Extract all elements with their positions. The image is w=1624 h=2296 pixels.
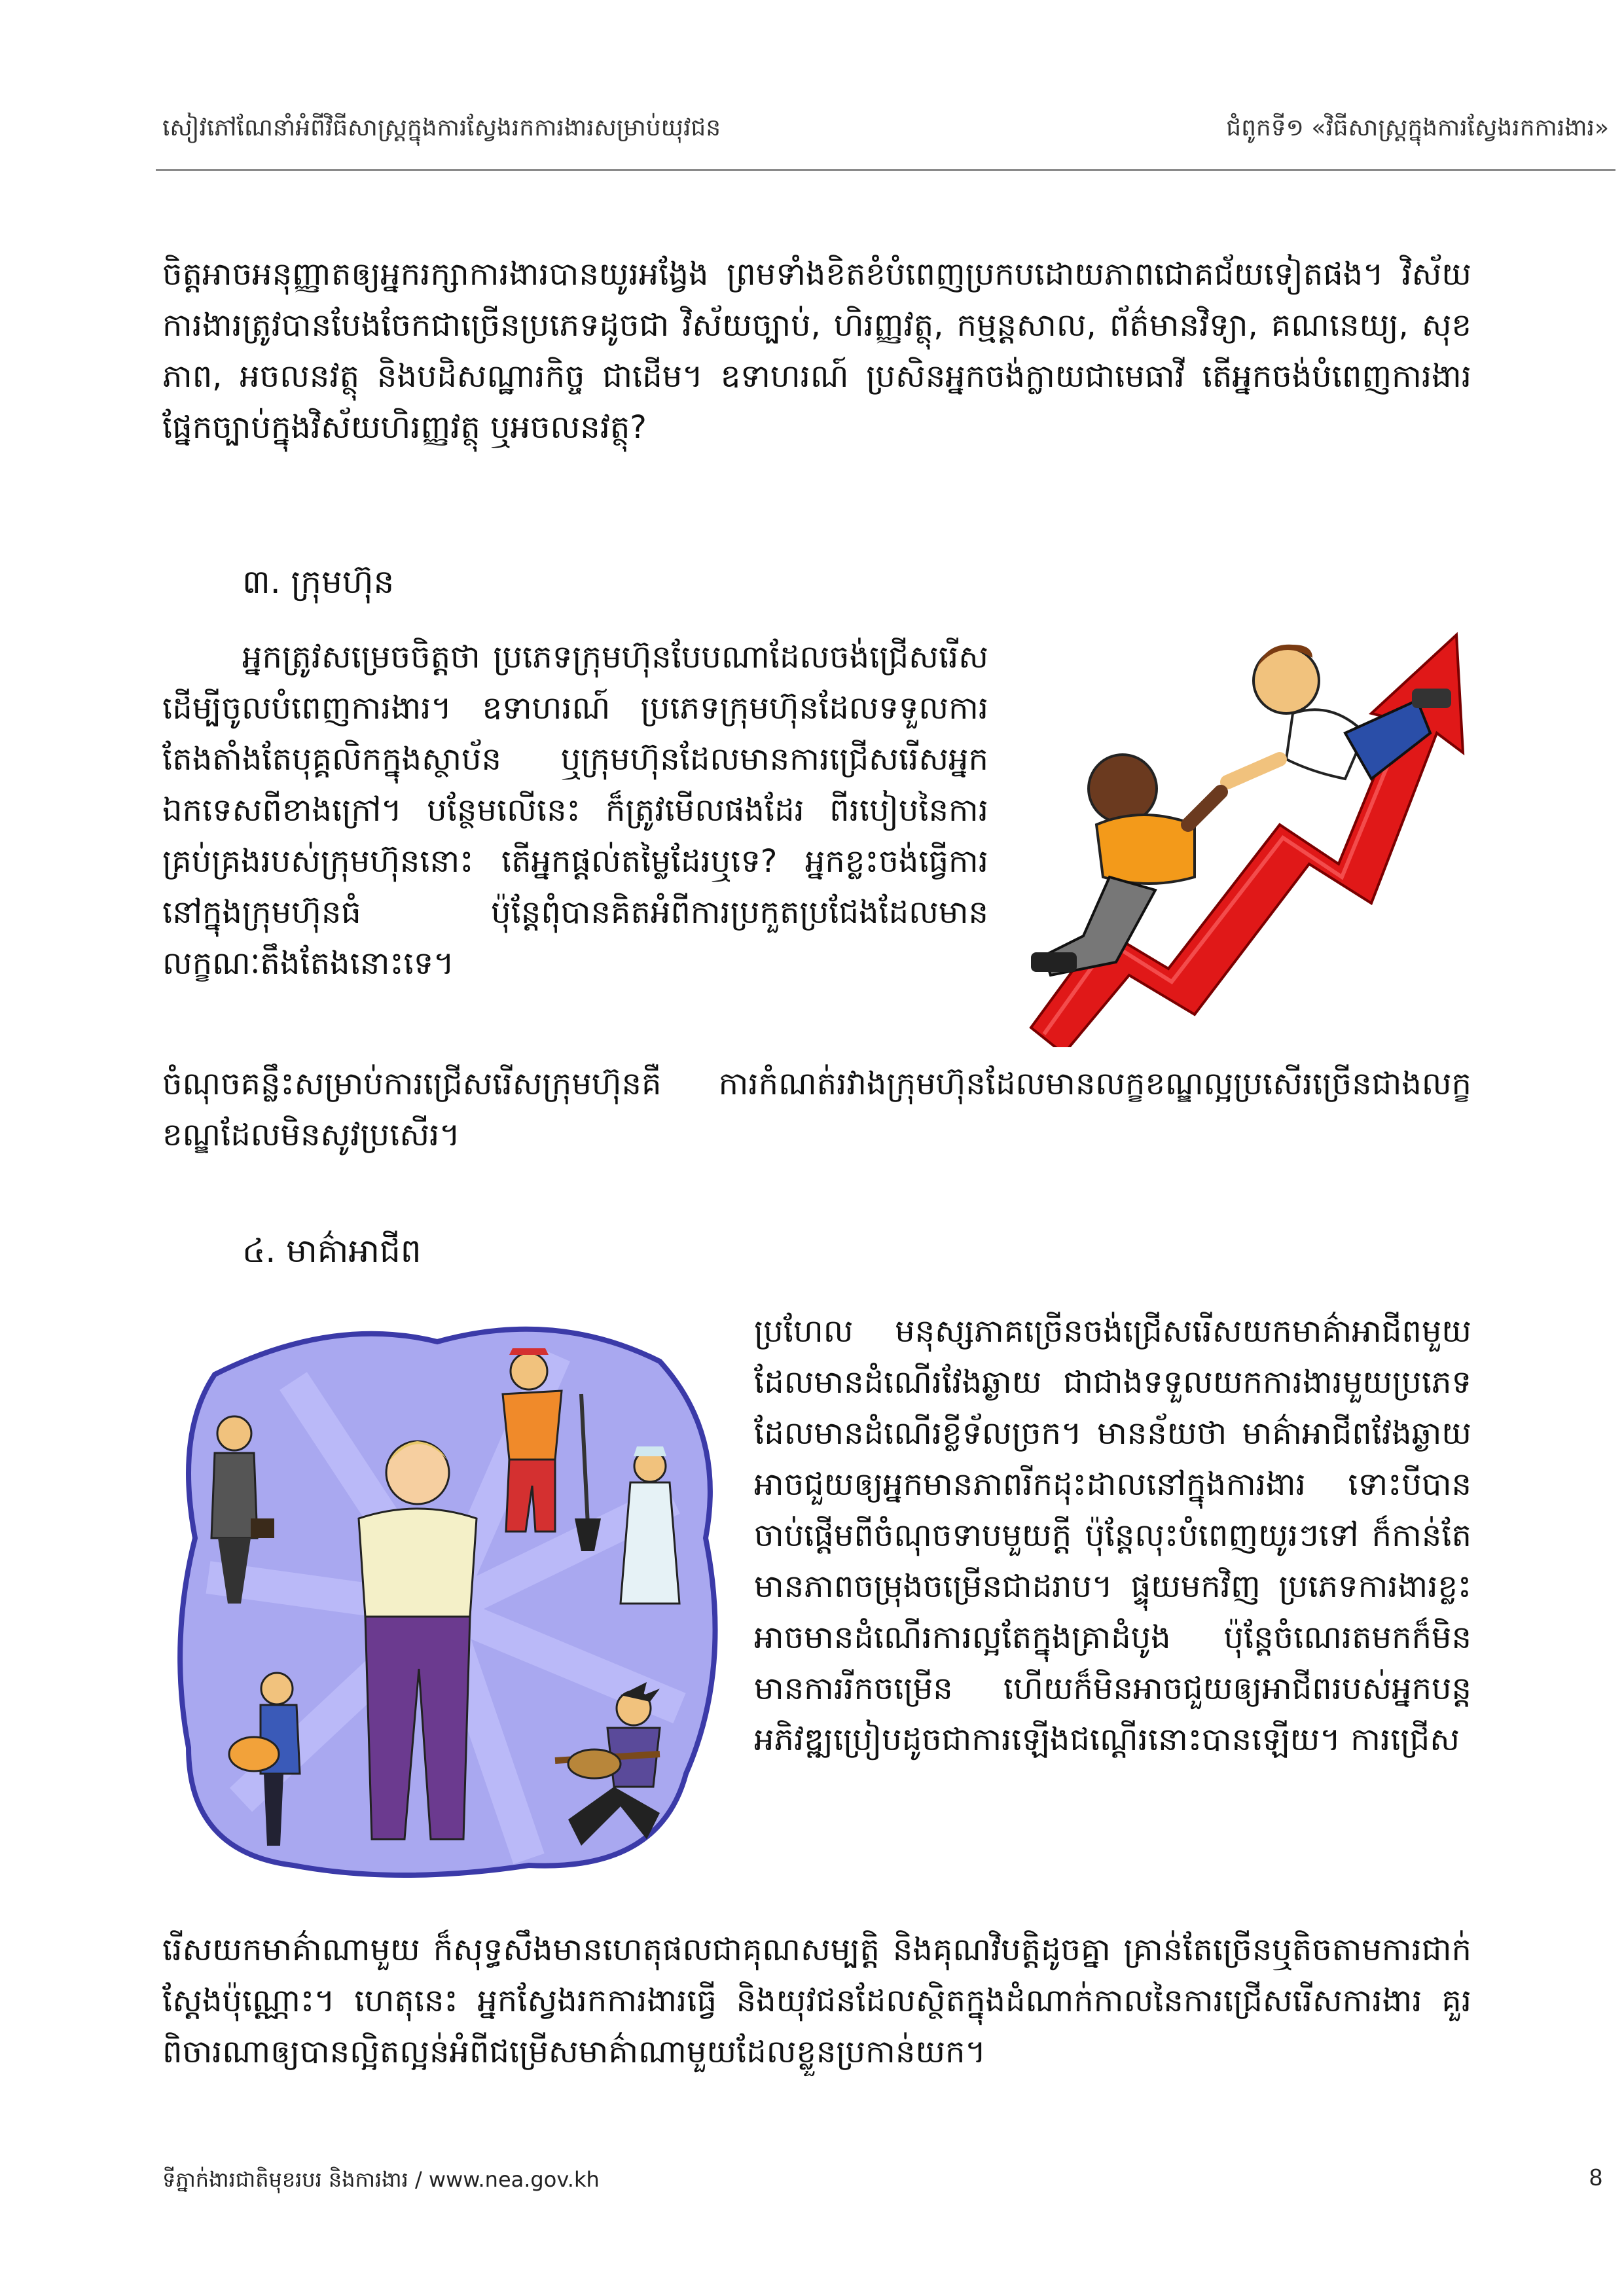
running-header	[156, 103, 1609, 156]
handshake-arrow-image	[1005, 628, 1483, 1047]
footer-source: ទីភ្នាក់ងារជាតិមុខរបរ និងការងារ / www.nea.gov.kh	[162, 2167, 600, 2192]
career-paths-illustration	[162, 1302, 732, 1892]
page-footer	[162, 2160, 1602, 2199]
handshake-arrow-illustration	[1005, 628, 1483, 1047]
section-4-heading: ៤. មាគ៌ាអាជីព	[242, 1232, 422, 1270]
page-number: 8	[1589, 2164, 1602, 2191]
section-4-body-wrapped: ប្រហែល មនុស្សភាគច្រើនចង់ជ្រើសរើសយកមាគ៌ាអាជីពមួយដែលមានដំណើរវែងឆ្ងាយ ជាជាងទទួលយកការងារមួយប្រភេទដែលមានដំណើរខ្លីទ័លច្រក។ មានន័យថា មាគ៌ាអាជីពវែងឆ្ងាយអាចជួយឲ្យអ្នកមានភាពរីកដុះដាលនៅក្នុងការងារ ទោះបីបានចាប់ផ្តើមពីចំណុចទាបមួយក្តី ប៉ុន្តែលុះបំពេញយូរៗទៅ ក៏កាន់តែមានភាពចម្រុងចម្រើនជាដរាប។ ផ្ទុយមកវិញ ប្រភេទការងារខ្លះអាចមានដំណើរការល្អតែក្នុងគ្រាដំបូង ប៉ុន្តែចំណេរតមកក៏មិនមានការរីកចម្រើន ហើយក៏មិនអាចជួយឲ្យអាជីពរបស់អ្នកបន្តអភិវឌ្ឍប្រៀបដូចជាការឡើងជណ្តើរនោះបានឡើយ។ ការជ្រើស	[754, 1313, 1471, 1758]
intro-paragraph: ចិត្តអាចអនុញ្ញាតឲ្យអ្នករក្សាការងារបានយូរអង្វែង ព្រមទាំងខិតខំបំពេញប្រកបដោយភាពជោគជ័យទៀតផង។ វិស័យការងារត្រូវបានបែងចែកជាច្រើនប្រភេទដូចជា វិស័យច្បាប់, ហិរញ្ញវត្ថុ, កម្មន្តសាល, ព័ត៌មានវិទ្យា, គណនេយ្យ, សុខភាព, អចលនវត្ថុ និងបដិសណ្ឋារកិច្ច ជាដើម។ ឧទាហរណ៍ ប្រសិនអ្នកចង់ក្លាយជាមេធាវី តើអ្នកចង់បំពេញការងារផ្នែកច្បាប់ក្នុងវិស័យហិរញ្ញវត្ថុ ឬអចលនវត្ថុ?	[162, 256, 1471, 446]
section-3-body-full: ចំណុចគន្លឹះសម្រាប់ការជ្រើសរើសក្រុមហ៊ុនគឺ ការកំណត់រវាងក្រុមហ៊ុនដែលមានលក្ខខណ្ឌល្អប្រសើរច្រើនជាងលក្ខខណ្ឌដែលមិនសូវប្រសើរ។	[162, 1066, 1471, 1153]
section-3-heading: ៣. ក្រុមហ៊ុន	[242, 563, 395, 601]
book-title: សៀវភៅណែនាំអំពីវិធីសាស្ត្រក្នុងការស្វែងរកការងារសម្រាប់យុវជន	[162, 115, 721, 141]
rising-arrow	[1031, 635, 1463, 1047]
chapter-title: ជំពូកទី១ «វិធីសាស្ត្រក្នុងការស្វែងរកការងារ»	[1226, 115, 1609, 141]
career-people-image	[162, 1302, 732, 1892]
section-3-body-wrapped: អ្នកត្រូវសម្រេចចិត្តថា ប្រភេទក្រុមហ៊ុនបែបណាដែលចង់ជ្រើសរើសដើម្បីចូលបំពេញការងារ។ ឧទាហរណ៍ ប្រភេទក្រុមហ៊ុនដែលទទួលការតែងតាំងតែបុគ្គលិកក្នុងស្ថាប័ន ឬក្រុមហ៊ុនដែលមានការជ្រើសរើសអ្នកឯកទេសពីខាងក្រៅ។ បន្ថែមលើនេះ ក៏ត្រូវមើលផងដែរ ពីរបៀបនៃការគ្រប់គ្រងរបស់ក្រុមហ៊ុននោះ តើអ្នកផ្តល់តម្លៃដែរឬទេ? អ្នកខ្លះចង់ធ្វើការនៅក្នុងក្រុមហ៊ុនធំ ប៉ុន្តែពុំបានគិតអំពីការប្រកួតប្រជែងដែលមានលក្ខណៈតឹងតែងនោះទេ។	[162, 639, 988, 982]
section-4-body-full: រើសយកមាគ៌ាណាមួយ ក៏សុទ្ធសឹងមានហេតុផលជាគុណសម្បត្តិ និងគុណវិបត្តិដូចគ្នា គ្រាន់តែច្រើនឬតិចតាមការជាក់ស្តែងប៉ុណ្ណោះ។ ហេតុនេះ អ្នកស្វែងរកការងារធ្វើ និងយុវជនដែលស្ថិតក្នុងដំណាក់កាលនៃការជ្រើសរើសការងារ គួរពិចារណាឲ្យបានល្អិតល្អន់អំពីជម្រើសមាគ៌ាណាមួយដែលខ្លួនប្រកាន់យក។	[162, 1931, 1471, 2070]
header-divider	[156, 169, 1615, 171]
